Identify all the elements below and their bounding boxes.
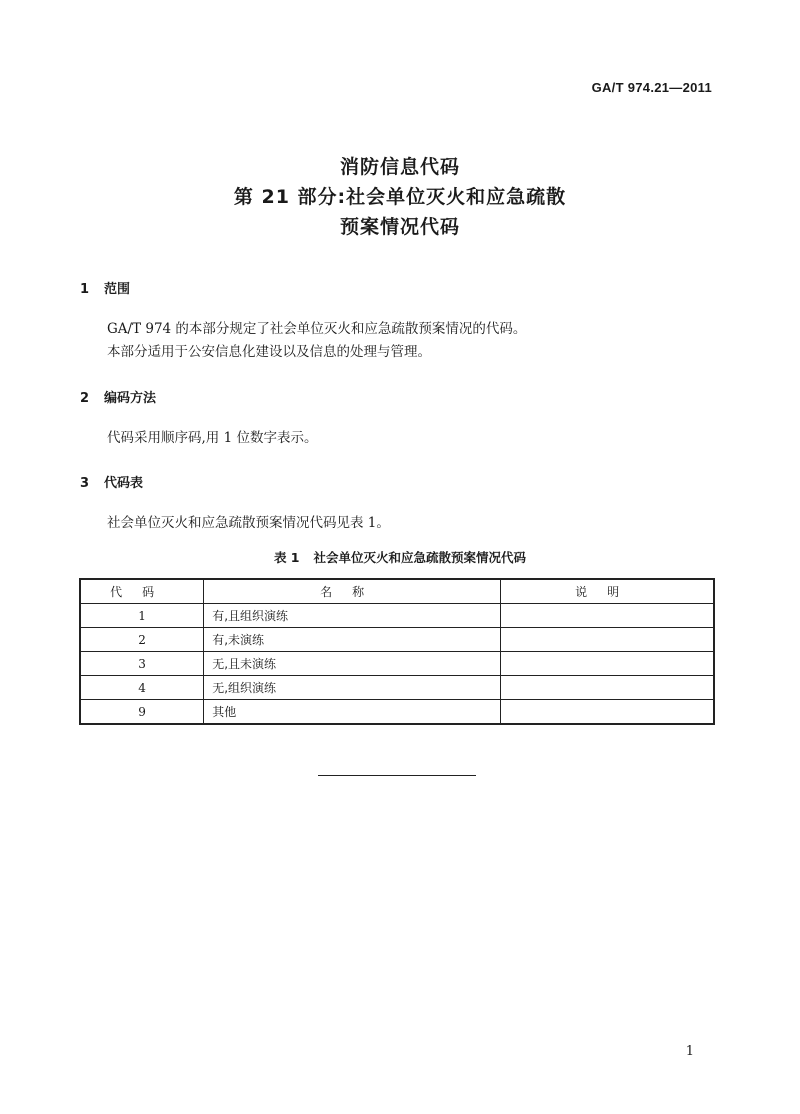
paragraph: 代码采用顺序码,用 1 位数字表示。 (107, 430, 318, 446)
table-caption-label: 表 1 (273, 550, 300, 565)
section-heading-code-table (80, 472, 143, 491)
section-heading-coding-method (80, 387, 156, 406)
cell-name: 其他 (204, 700, 501, 725)
table-row (80, 604, 714, 628)
title-line: 预案情况代码 (339, 216, 460, 238)
table-row (80, 700, 714, 725)
cell-name: 有,且组织演练 (204, 604, 501, 628)
table-row (80, 676, 714, 700)
section-number: 1 (80, 282, 90, 297)
section-body-code-table (107, 512, 390, 535)
table-caption (0, 548, 800, 566)
title-line: 消防信息代码 (339, 156, 460, 178)
table-header-row (80, 579, 714, 604)
header-code: 代码 (80, 579, 204, 604)
section-title: 编码方法 (104, 391, 157, 406)
cell-note (501, 676, 714, 700)
cell-code: 1 (80, 604, 204, 628)
table-row (80, 652, 714, 676)
end-of-document-rule (318, 775, 476, 776)
code-table (79, 578, 715, 725)
section-heading-scope (80, 278, 130, 297)
section-number: 3 (80, 476, 90, 491)
cell-code: 3 (80, 652, 204, 676)
paragraph: 社会单位灭火和应急疏散预案情况代码见表 1。 (107, 515, 390, 531)
section-number: 2 (80, 391, 90, 406)
section-body-coding-method (107, 427, 317, 450)
paragraph: GA/T 974 的本部分规定了社会单位灭火和应急疏散预案情况的代码。 (107, 321, 527, 337)
cell-note (501, 652, 714, 676)
cell-name: 有,未演练 (204, 628, 501, 652)
cell-note (501, 628, 714, 652)
header-name: 名称 (204, 579, 501, 604)
cell-name: 无,组织演练 (204, 676, 501, 700)
page-number: 1 (685, 1044, 694, 1059)
standard-code: GA/T 974.21—2011 (591, 80, 712, 95)
table-row (80, 628, 714, 652)
header-note: 说明 (501, 579, 714, 604)
cell-code: 4 (80, 676, 204, 700)
cell-code: 9 (80, 700, 204, 725)
cell-code: 2 (80, 628, 204, 652)
cell-note (501, 604, 714, 628)
document-title (0, 152, 800, 242)
section-title: 代码表 (104, 476, 144, 491)
title-line: 第 21 部分:社会单位灭火和应急疏散 (233, 186, 567, 208)
table-caption-title: 社会单位灭火和应急疏散预案情况代码 (313, 550, 527, 565)
cell-name: 无,且未演练 (204, 652, 501, 676)
cell-note (501, 700, 714, 725)
section-title: 范围 (104, 282, 131, 297)
section-body-scope (107, 318, 526, 364)
paragraph: 本部分适用于公安信息化建设以及信息的处理与管理。 (107, 344, 431, 360)
